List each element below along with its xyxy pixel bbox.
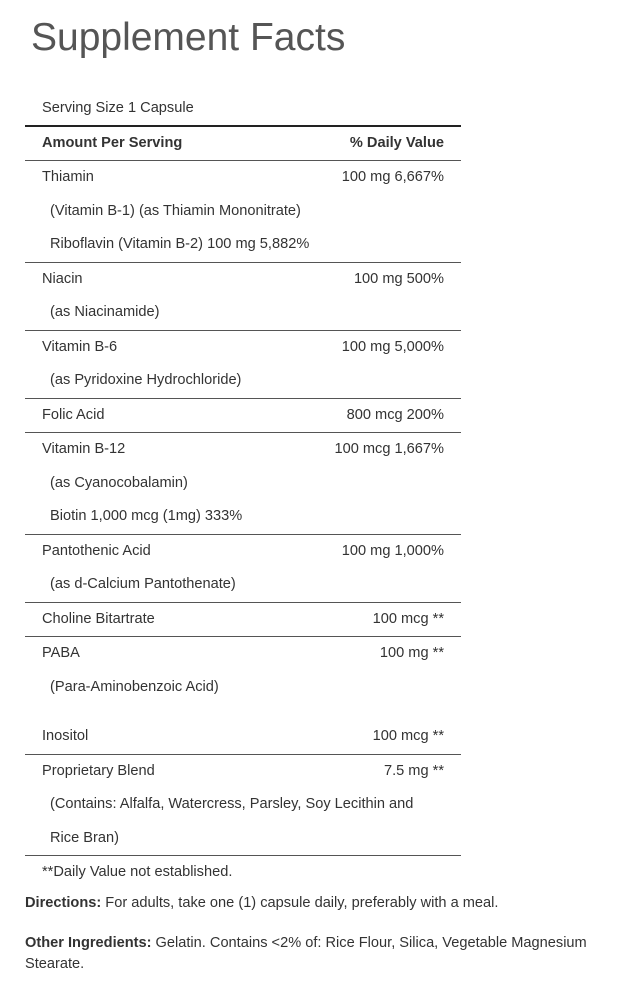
nutrient-name: (as Cyanocobalamin)	[50, 474, 188, 491]
nutrient-detail-row	[25, 822, 461, 856]
header-amount-per-serving: Amount Per Serving	[42, 135, 183, 151]
header-daily-value: % Daily Value	[349, 135, 444, 151]
nutrient-group	[25, 755, 461, 857]
nutrient-detail-row	[25, 788, 461, 822]
nutrient-row	[25, 603, 461, 637]
nutrient-name: Niacin	[42, 270, 83, 287]
other-ingredients	[25, 933, 637, 975]
nutrient-name: (Vitamin B-1) (as Thiamin Mononitrate)	[50, 202, 301, 219]
nutrient-row	[25, 399, 461, 433]
directions-text: For adults, take one (1) capsule daily, preferably with a meal.	[101, 895, 499, 911]
nutrient-name: Rice Bran)	[50, 829, 119, 846]
nutrient-detail-row	[25, 195, 461, 229]
nutrient-name: Choline Bitartrate	[42, 610, 155, 627]
nutrient-name: (Para-Aminobenzoic Acid)	[50, 678, 219, 695]
nutrient-amount: 100 mg **	[379, 645, 444, 661]
directions-label: Directions:	[25, 895, 102, 911]
nutrient-row	[25, 720, 461, 754]
nutrient-row	[25, 331, 461, 365]
nutrient-amount: 100 mcg 1,667%	[334, 441, 444, 457]
nutrient-name: Biotin 1,000 mcg (1mg) 333%	[50, 508, 243, 524]
serving-size: Serving Size 1 Capsule	[25, 92, 461, 127]
nutrient-row	[25, 755, 461, 789]
nutrient-detail-row	[25, 568, 461, 602]
directions	[25, 893, 637, 914]
nutrient-name: Thiamin	[42, 169, 94, 185]
nutrient-group	[25, 161, 461, 263]
nutrient-name: Proprietary Blend	[42, 762, 155, 779]
other-ingredients-text: Gelatin. Contains <2% of: Rice Flour, Silica, Vegetable Magnesium Stearate.	[25, 935, 587, 972]
nutrient-row	[25, 161, 461, 195]
nutrient-name: Vitamin B-12	[42, 441, 126, 457]
nutrient-name: PABA	[42, 645, 80, 661]
nutrient-row	[25, 535, 461, 569]
nutrient-name: Pantothenic Acid	[42, 542, 151, 559]
nutrient-name: Riboflavin (Vitamin B-2) 100 mg 5,882%	[50, 236, 310, 252]
nutrient-group	[25, 263, 461, 331]
nutrient-groups	[25, 161, 461, 856]
nutrient-amount: 100 mg 1,000%	[341, 542, 444, 559]
footnote: **Daily Value not established.	[42, 864, 233, 880]
nutrient-amount: 100 mg 500%	[353, 270, 444, 287]
nutrient-name: (as d-Calcium Pantothenate)	[50, 576, 236, 592]
nutrient-detail-row	[25, 296, 461, 330]
nutrient-amount: 100 mcg **	[372, 610, 444, 627]
nutrient-detail-row	[25, 500, 461, 534]
nutrient-amount: 100 mcg **	[372, 728, 444, 744]
nutrient-group	[25, 331, 461, 399]
nutrient-row	[25, 637, 461, 671]
nutrient-detail-row	[25, 364, 461, 398]
nutrient-detail-row	[25, 671, 461, 705]
nutrient-name: (Contains: Alfalfa, Watercress, Parsley, Soy Lecithin and	[50, 796, 414, 812]
nutrient-group	[25, 535, 461, 603]
nutrient-name: Inositol	[42, 728, 89, 744]
page-title: Supplement Facts	[31, 16, 346, 59]
nutrient-name: (as Pyridoxine Hydrochloride)	[50, 372, 242, 388]
nutrient-name: Folic Acid	[42, 406, 105, 423]
nutrient-detail-row	[25, 228, 461, 262]
nutrient-amount: 800 mcg 200%	[346, 406, 444, 423]
nutrient-group	[25, 637, 461, 755]
other-ingredients-label: Other Ingredients:	[25, 935, 152, 951]
table-header	[25, 127, 461, 161]
supplement-facts-table	[25, 92, 461, 888]
nutrient-row	[25, 433, 461, 467]
nutrient-group	[25, 603, 461, 638]
nutrient-group	[25, 433, 461, 535]
nutrient-amount: 7.5 mg **	[383, 762, 444, 779]
nutrient-group	[25, 399, 461, 434]
nutrient-name: (as Niacinamide)	[50, 304, 160, 320]
nutrient-amount: 100 mg 5,000%	[341, 338, 444, 355]
nutrient-name: Vitamin B-6	[42, 338, 118, 355]
nutrient-row	[25, 263, 461, 297]
nutrient-detail-row	[25, 467, 461, 501]
spacer	[25, 704, 461, 720]
nutrient-amount: 100 mg 6,667%	[341, 169, 444, 185]
